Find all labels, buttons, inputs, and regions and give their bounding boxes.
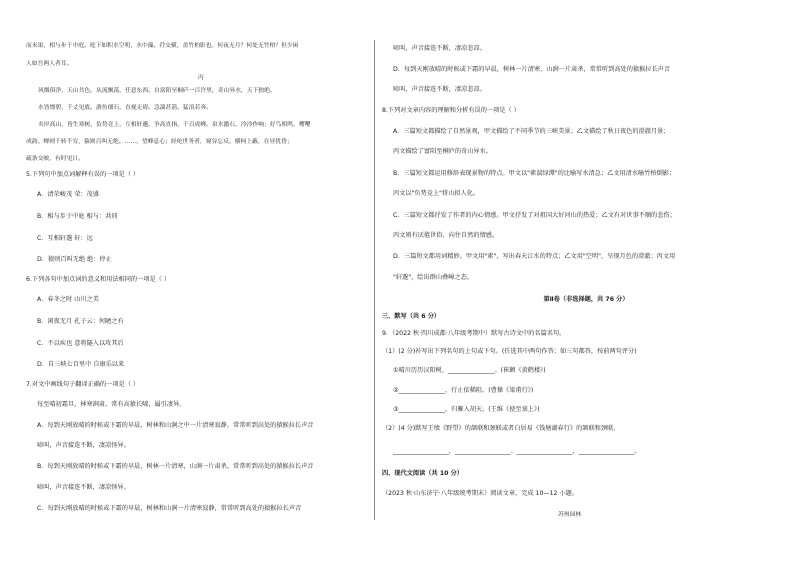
left-text-line: D．猿则百叫无绝 绝：停止 bbox=[37, 256, 112, 263]
left-text-line: 成韵。蝉则千转不穷，猿则百叫无绝。……，望峰息心；经纶世务者，窥谷忘反。横柯上蔽，在昼犹昏； bbox=[26, 139, 293, 145]
left-text-line: B．每到天刚放晴的时候或下霜的早晨，树林一片清寒，山涧一片肃杀，常常听到高处的猿猴拉长声音 bbox=[37, 463, 314, 470]
left-text-line: 疏条交映，有时见日。 bbox=[26, 156, 84, 162]
right-column bbox=[378, 0, 794, 562]
right-text-line: A．三篇短文都描绘了自然景观，甲文描绘了不同季节的三峡美景；乙文描绘了秋日夜色的澄澈月景； bbox=[393, 128, 670, 135]
left-text-line: 啼叫，声音接连不断，凄凉怪异。 bbox=[37, 442, 130, 449]
right-text-line: ③_______________，归雁入胡天。(王维《使至塞上》) bbox=[393, 406, 540, 413]
right-text-line: 第Ⅱ卷（非选择题，共 76 分） bbox=[543, 296, 629, 303]
right-text-line: ②_______________，行止依稀阻。(曹操《梁甫行》) bbox=[393, 387, 534, 394]
left-text-line: 5.下列句中加点词解释有误的一项是（ ） bbox=[26, 171, 140, 178]
right-text-line: 啼叫，声音接连不断，凄凉悲凉。 bbox=[393, 45, 486, 52]
right-text-line: ①晴川历历汉阳树，_______________。(崔颢《黄鹤楼》) bbox=[393, 367, 546, 374]
right-text-line: 丙文以"负势竞上"将山拟人化。 bbox=[393, 190, 480, 197]
right-text-line: __________________，__________________。__________________，__________________。 bbox=[393, 448, 641, 455]
left-text-line: B．相与步于中庭 相与：共同 bbox=[37, 213, 118, 220]
left-text-line: 夹岸高山，皆生寒树，负势竞上，互相轩邈，争高直指，千百成峰。泉水激石，泠泠作响；好鸟相鸣，嘤嘤 bbox=[38, 122, 311, 128]
right-text-line: D．每到天刚放晴的时候或下霜的早晨，树林一片清寒，山涧一片肃杀，常常听到高处的猿猴拉长声音 bbox=[393, 66, 671, 73]
left-text-line: C．不以疾也 意将隧入以攻其后 bbox=[37, 340, 124, 347]
column-divider bbox=[374, 40, 375, 520]
left-text-line: 人如吾两人者耳。 bbox=[26, 61, 73, 67]
right-text-line: （1）(2 分)补写出下列名句的上句或下句。(任选其中两句作答；如三句都答，按前两句评分) bbox=[382, 348, 637, 355]
left-text-line: A．清荣峻茂 荣：茂盛 bbox=[37, 191, 99, 198]
right-text-line: B．三篇短文都运用修辞表现景物的特点。甲文以"素湍绿潭"的比喻写水清急；乙文用清水喻竹柏倒影； bbox=[393, 170, 676, 177]
left-text-line: 6.下列各句中加点词的意义和用法相同的一项是（ ） bbox=[26, 276, 170, 283]
left-text-line: A．每到天刚放晴的时候或下霜的早晨，树林和山涧之中一片清寒寂静，常常听到高处的猿猴拉长声音 bbox=[37, 422, 314, 429]
left-column bbox=[0, 0, 374, 562]
right-text-line: C．三篇短文都抒发了作者的内心情感。甲文抒发了对祖国大好河山的热爱；乙文有对世事不顺的悲伤； bbox=[393, 212, 676, 219]
left-text-line: 水皆缥碧，千丈见底。游鱼细石，直视无碍。急湍甚箭，猛浪若奔。 bbox=[38, 105, 212, 111]
right-text-line: （2023 秋·山东济宁·八年级统考期末）阅读文章，完成 10—12 小题。 bbox=[382, 490, 579, 497]
right-text-line: D．三篇短文都用词精妙。甲文用"素"，写出春天江水的特点；乙文用"空明"，呈现月色的澄澈；丙文用 bbox=[393, 253, 676, 260]
left-text-line: 7.对文中画线句子翻译正确的一项是（ ） bbox=[26, 381, 140, 388]
left-text-line: 啼叫，声音接连不断，凄凉怪异。 bbox=[37, 484, 130, 491]
right-text-line: 三、默写（共 6 分） bbox=[382, 313, 441, 320]
left-text-line: 而未果，相与步于中庭。庭下如积水空明，水中藻、荇交横，盖竹柏影也。何夜无月？何处无竹柏？但少闲 bbox=[26, 43, 299, 49]
left-text-line: D．自三峡七百里中 自康乐以来 bbox=[37, 361, 125, 368]
left-text-line: A．春冬之时 山川之美 bbox=[37, 296, 99, 303]
left-text-line: 风烟俱净，天山共色。从流飘荡，任意东西。自富阳至桐庐一百许里，奇山异水，天下独绝。 bbox=[38, 88, 276, 94]
left-text-line: 丙 bbox=[198, 75, 204, 81]
right-text-line: 苏州园林 bbox=[558, 512, 582, 518]
right-text-line: 8.下列对文章内容的理解和分析有误的一项是（ ） bbox=[382, 107, 520, 114]
right-text-line: 丙文则有厌倦世俗、向往自然的情感。 bbox=[393, 232, 499, 239]
right-text-line: 啼叫，声音接连不断，凄凉悲凉。 bbox=[393, 86, 486, 93]
right-text-line: （2）(4 分)默写王绩《野望》的颔联和颈联或者白居易《钱塘湖春行》的颔联和颈联。 bbox=[382, 425, 620, 432]
right-text-line: 丙文描绘了富阳至桐庐的奇山异水。 bbox=[393, 148, 492, 155]
right-text-line: 9．（2022 秋·四川成都·八年级考期中）默写古诗文中的名篇名句。 bbox=[382, 330, 566, 337]
right-text-line: "轩邈"，绘出群山叠嶂之态。 bbox=[393, 274, 473, 281]
left-text-line: C．互相轩邈 轩：远 bbox=[37, 235, 93, 242]
left-text-line: 每至晴初霜旦，林寒涧肃，常有高猿长啸，属引凄异。 bbox=[37, 401, 186, 408]
left-text-line: B．闲夜无月 孔子云：何陋之有 bbox=[37, 318, 124, 325]
left-text-line: C．每到天刚放晴的时候或下霜的早晨，树林和山涧一片清寒寂静，常常听到高处的猿猴拉长声音 bbox=[37, 505, 302, 512]
right-text-line: 四、现代文阅读（共 10 分） bbox=[382, 470, 463, 477]
